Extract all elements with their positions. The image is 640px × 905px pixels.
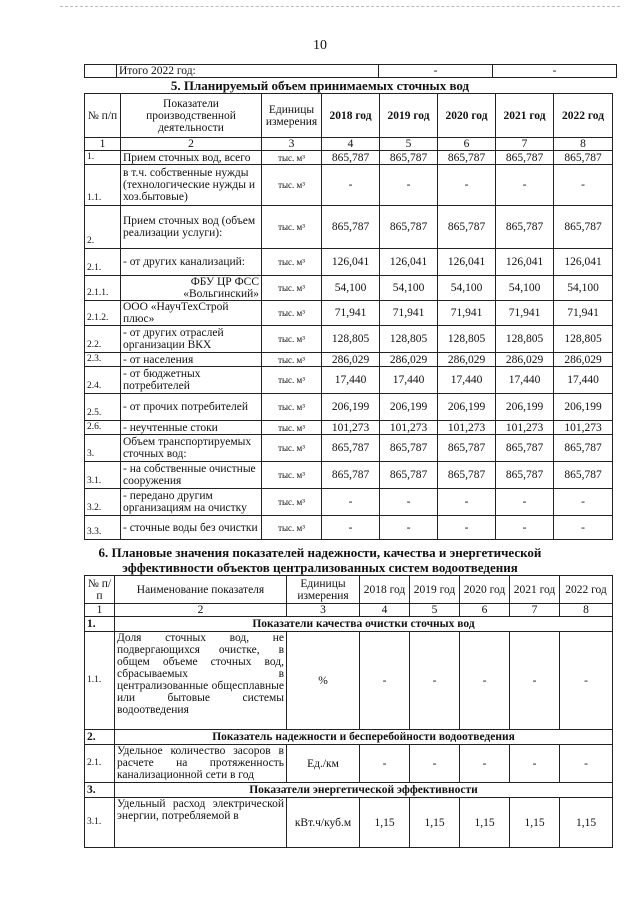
row-unit: тыс. м³ (262, 462, 322, 489)
row-value: 865,787 (438, 206, 496, 249)
column-header: 2019 год (380, 94, 438, 138)
table-row (85, 421, 613, 435)
row-value: 17,440 (380, 367, 438, 394)
row-number: 3.1. (85, 462, 121, 489)
row-number: 2.1. (85, 249, 121, 276)
row-unit: тыс. м³ (262, 301, 322, 326)
row-value: 865,787 (380, 151, 438, 165)
row-value: 101,273 (496, 421, 554, 435)
row-value: - (360, 745, 410, 783)
row-value: 865,787 (322, 435, 380, 462)
wastewater-volume-table (84, 93, 613, 540)
row-value: 54,100 (496, 276, 554, 301)
group-title: Показатели энергетической эффективности (115, 783, 613, 798)
group-header-row (85, 730, 613, 745)
table-row (85, 151, 613, 165)
column-number: 4 (360, 604, 410, 617)
column-header: Наименование показателя (115, 576, 287, 604)
column-header: № п/п (85, 94, 121, 138)
row-value: 17,440 (496, 367, 554, 394)
row-value: 126,041 (554, 249, 613, 276)
row-name: Удельный расход электрической энергии, потребляемой в (115, 798, 287, 848)
row-value: 286,029 (438, 353, 496, 367)
row-name: - от населения (121, 353, 262, 367)
column-header: 2021 год (510, 576, 560, 604)
row-value: 286,029 (496, 353, 554, 367)
row-name: - передано другим организациям на очистку (121, 489, 262, 516)
table-row (85, 206, 613, 249)
row-value: 865,787 (496, 462, 554, 489)
row-value: 865,787 (322, 151, 380, 165)
row-value: - (438, 165, 496, 206)
column-header: 2021 год (496, 94, 554, 138)
row-value: 126,041 (322, 249, 380, 276)
reliability-indicators-table (84, 575, 613, 848)
table-row (85, 394, 613, 421)
row-value: - (410, 745, 460, 783)
row-number: 3. (85, 435, 121, 462)
column-number: 1 (85, 604, 115, 617)
row-value: 128,805 (322, 326, 380, 353)
column-header: № п/п (85, 576, 115, 604)
row-name: - от прочих потребителей (121, 394, 262, 421)
row-value: 286,029 (554, 353, 613, 367)
row-name: - от других канализаций: (121, 249, 262, 276)
scan-top-edge (60, 6, 620, 7)
column-number: 7 (496, 138, 554, 151)
row-number: 1. (85, 151, 121, 165)
row-number: 2.6. (85, 421, 121, 435)
row-value: 865,787 (438, 151, 496, 165)
row-value: - (438, 489, 496, 516)
row-value: 128,805 (438, 326, 496, 353)
row-value: - (560, 632, 613, 730)
total-label: Итого 2022 год: (117, 65, 379, 78)
row-unit: тыс. м³ (262, 353, 322, 367)
row-value: 865,787 (554, 206, 613, 249)
table-row (85, 435, 613, 462)
total-value-1: - (379, 65, 493, 78)
row-value: 71,941 (380, 301, 438, 326)
row-number: 2.4. (85, 367, 121, 394)
row-value: 865,787 (438, 462, 496, 489)
column-number: 7 (510, 604, 560, 617)
row-number: 2.1.2. (85, 301, 121, 326)
group-header-row (85, 783, 613, 798)
row-name: Удельное количество засоров в расчете на протяженность канализационной сети в год (115, 745, 287, 783)
row-value: 865,787 (496, 151, 554, 165)
row-name: - от других отраслей организации ВКХ (121, 326, 262, 353)
table-row (85, 326, 613, 353)
row-name: в т.ч. собственные нужды (технологические нужды и хоз.бытовые) (121, 165, 262, 206)
row-value: 206,199 (438, 394, 496, 421)
row-unit: тыс. м³ (262, 151, 322, 165)
column-header: Единицы измерения (287, 576, 360, 604)
table-row (85, 798, 613, 848)
row-value: 101,273 (438, 421, 496, 435)
column-number: 6 (438, 138, 496, 151)
row-value: - (380, 516, 438, 540)
row-value: 206,199 (496, 394, 554, 421)
row-name: - от бюджетных потребителей (121, 367, 262, 394)
column-number-row (85, 604, 613, 617)
row-value: 865,787 (554, 435, 613, 462)
row-value: 71,941 (438, 301, 496, 326)
row-value: 865,787 (380, 435, 438, 462)
row-value: 865,787 (554, 151, 613, 165)
row-number: 2. (85, 206, 121, 249)
table-row (85, 276, 613, 301)
row-value: - (510, 745, 560, 783)
row-name: Прием сточных вод, всего (121, 151, 262, 165)
row-value: 71,941 (496, 301, 554, 326)
row-unit: тыс. м³ (262, 394, 322, 421)
row-number: 3.3. (85, 516, 121, 540)
row-value: 128,805 (554, 326, 613, 353)
row-name: ФБУ ЦР ФСС «Вольгинский» (121, 276, 262, 301)
group-title: Показатель надежности и бесперебойности водоотведения (115, 730, 613, 745)
row-value: 54,100 (380, 276, 438, 301)
row-value: - (554, 516, 613, 540)
row-value: - (510, 632, 560, 730)
row-value: - (438, 516, 496, 540)
row-value: - (496, 165, 554, 206)
row-number: 1.1. (85, 632, 115, 730)
column-number: 6 (460, 604, 510, 617)
row-value: 865,787 (380, 462, 438, 489)
row-value: 1,15 (460, 798, 510, 848)
row-unit: тыс. м³ (262, 367, 322, 394)
column-number: 5 (380, 138, 438, 151)
column-header: 2018 год (360, 576, 410, 604)
column-number: 2 (121, 138, 262, 151)
row-unit: кВт.ч/куб.м (287, 798, 360, 848)
row-unit: тыс. м³ (262, 489, 322, 516)
table-row (85, 353, 613, 367)
column-number: 8 (560, 604, 613, 617)
row-name: Объем транспортируемых сточных вод: (121, 435, 262, 462)
row-value: - (322, 516, 380, 540)
row-number: 2.3. (85, 353, 121, 367)
row-value: - (380, 489, 438, 516)
row-value: 126,041 (496, 249, 554, 276)
row-value: 1,15 (360, 798, 410, 848)
column-number: 5 (410, 604, 460, 617)
row-name: Доля сточных вод, не подвергающихся очистке, в общем объеме сточных вод, сбрасываемых в централизованные общесплавные или бытовые системы водоотведения (115, 632, 287, 730)
row-value: 865,787 (322, 206, 380, 249)
row-value: 54,100 (554, 276, 613, 301)
table-row (85, 489, 613, 516)
row-value: 1,15 (510, 798, 560, 848)
section6-title-line1: 6. Плановые значения показателей надежности, качества и энергетической (98, 545, 542, 560)
row-value: 206,199 (554, 394, 613, 421)
table-row (85, 165, 613, 206)
row-value: - (380, 165, 438, 206)
section5-title: 5. Планируемый объем принимаемых сточных вод (170, 78, 470, 93)
column-header: Показатели производственной деятельности (121, 94, 262, 138)
row-value: 286,029 (380, 353, 438, 367)
column-number-row (85, 138, 613, 151)
section6-title-line2: эффективности объектов централизованных систем водоотведения (122, 560, 518, 575)
row-number: 2.1.1. (85, 276, 121, 301)
row-value: - (322, 165, 380, 206)
row-value: - (322, 489, 380, 516)
row-value: 101,273 (380, 421, 438, 435)
row-value: 865,787 (496, 206, 554, 249)
row-value: 126,041 (438, 249, 496, 276)
column-number: 8 (554, 138, 613, 151)
row-name: - сточные воды без очистки (121, 516, 262, 540)
row-value: 206,199 (322, 394, 380, 421)
row-unit: тыс. м³ (262, 249, 322, 276)
row-value: 17,440 (322, 367, 380, 394)
row-value: - (554, 489, 613, 516)
header-row (85, 576, 613, 604)
column-number: 4 (322, 138, 380, 151)
total-row-table (84, 64, 617, 78)
table-row (85, 301, 613, 326)
row-value: - (360, 632, 410, 730)
column-header: Единицы измерения (262, 94, 322, 138)
row-unit: тыс. м³ (262, 435, 322, 462)
table-row (85, 462, 613, 489)
column-number: 2 (115, 604, 287, 617)
group-number: 1. (85, 617, 115, 632)
row-value: - (460, 745, 510, 783)
row-value: 126,041 (380, 249, 438, 276)
group-number: 3. (85, 783, 115, 798)
table-row (85, 745, 613, 783)
row-value: 1,15 (560, 798, 613, 848)
row-value: 101,273 (554, 421, 613, 435)
row-value: 206,199 (380, 394, 438, 421)
row-value: 128,805 (496, 326, 554, 353)
row-number: 3.2. (85, 489, 121, 516)
row-unit: тыс. м³ (262, 276, 322, 301)
column-header: 2022 год (560, 576, 613, 604)
row-value: 54,100 (322, 276, 380, 301)
row-name: Прием сточных вод (объем реализации услуги): (121, 206, 262, 249)
row-value: - (460, 632, 510, 730)
row-name: - неучтенные стоки (121, 421, 262, 435)
row-value: - (554, 165, 613, 206)
table-row (85, 516, 613, 540)
row-value: 865,787 (380, 206, 438, 249)
row-value: 1,15 (410, 798, 460, 848)
page-number: 10 (313, 38, 327, 53)
group-header-row (85, 617, 613, 632)
row-unit: тыс. м³ (262, 516, 322, 540)
row-value: 71,941 (554, 301, 613, 326)
header-row (85, 94, 613, 138)
row-unit: тыс. м³ (262, 206, 322, 249)
total-value-2: - (493, 65, 617, 78)
row-number: 1.1. (85, 165, 121, 206)
row-number: 2.1. (85, 745, 115, 783)
row-value: 865,787 (496, 435, 554, 462)
row-value: - (496, 516, 554, 540)
row-value: 865,787 (322, 462, 380, 489)
row-value: - (496, 489, 554, 516)
row-value: - (410, 632, 460, 730)
row-value: 17,440 (554, 367, 613, 394)
row-value: 128,805 (380, 326, 438, 353)
row-unit: тыс. м³ (262, 421, 322, 435)
column-header: 2018 год (322, 94, 380, 138)
group-number: 2. (85, 730, 115, 745)
row-value: - (560, 745, 613, 783)
group-title: Показатели качества очистки сточных вод (115, 617, 613, 632)
row-value: 101,273 (322, 421, 380, 435)
row-value: 286,029 (322, 353, 380, 367)
row-value: 865,787 (438, 435, 496, 462)
table-row (85, 632, 613, 730)
column-number: 3 (287, 604, 360, 617)
row-number: 3.1. (85, 798, 115, 848)
row-name: ООО «НаучТехСтрой плюс» (121, 301, 262, 326)
row-name: - на собственные очистные сооружения (121, 462, 262, 489)
row-value: 54,100 (438, 276, 496, 301)
row-unit: % (287, 632, 360, 730)
column-header: 2019 год (410, 576, 460, 604)
row-value: 17,440 (438, 367, 496, 394)
table-row (85, 367, 613, 394)
column-header: 2020 год (460, 576, 510, 604)
column-number: 1 (85, 138, 121, 151)
row-value: 71,941 (322, 301, 380, 326)
row-value: 865,787 (554, 462, 613, 489)
column-header: 2022 год (554, 94, 613, 138)
column-number: 3 (262, 138, 322, 151)
column-header: 2020 год (438, 94, 496, 138)
row-unit: Ед./км (287, 745, 360, 783)
row-unit: тыс. м³ (262, 326, 322, 353)
row-number: 2.2. (85, 326, 121, 353)
row-number: 2.5. (85, 394, 121, 421)
row-unit: тыс. м³ (262, 165, 322, 206)
table-row (85, 249, 613, 276)
